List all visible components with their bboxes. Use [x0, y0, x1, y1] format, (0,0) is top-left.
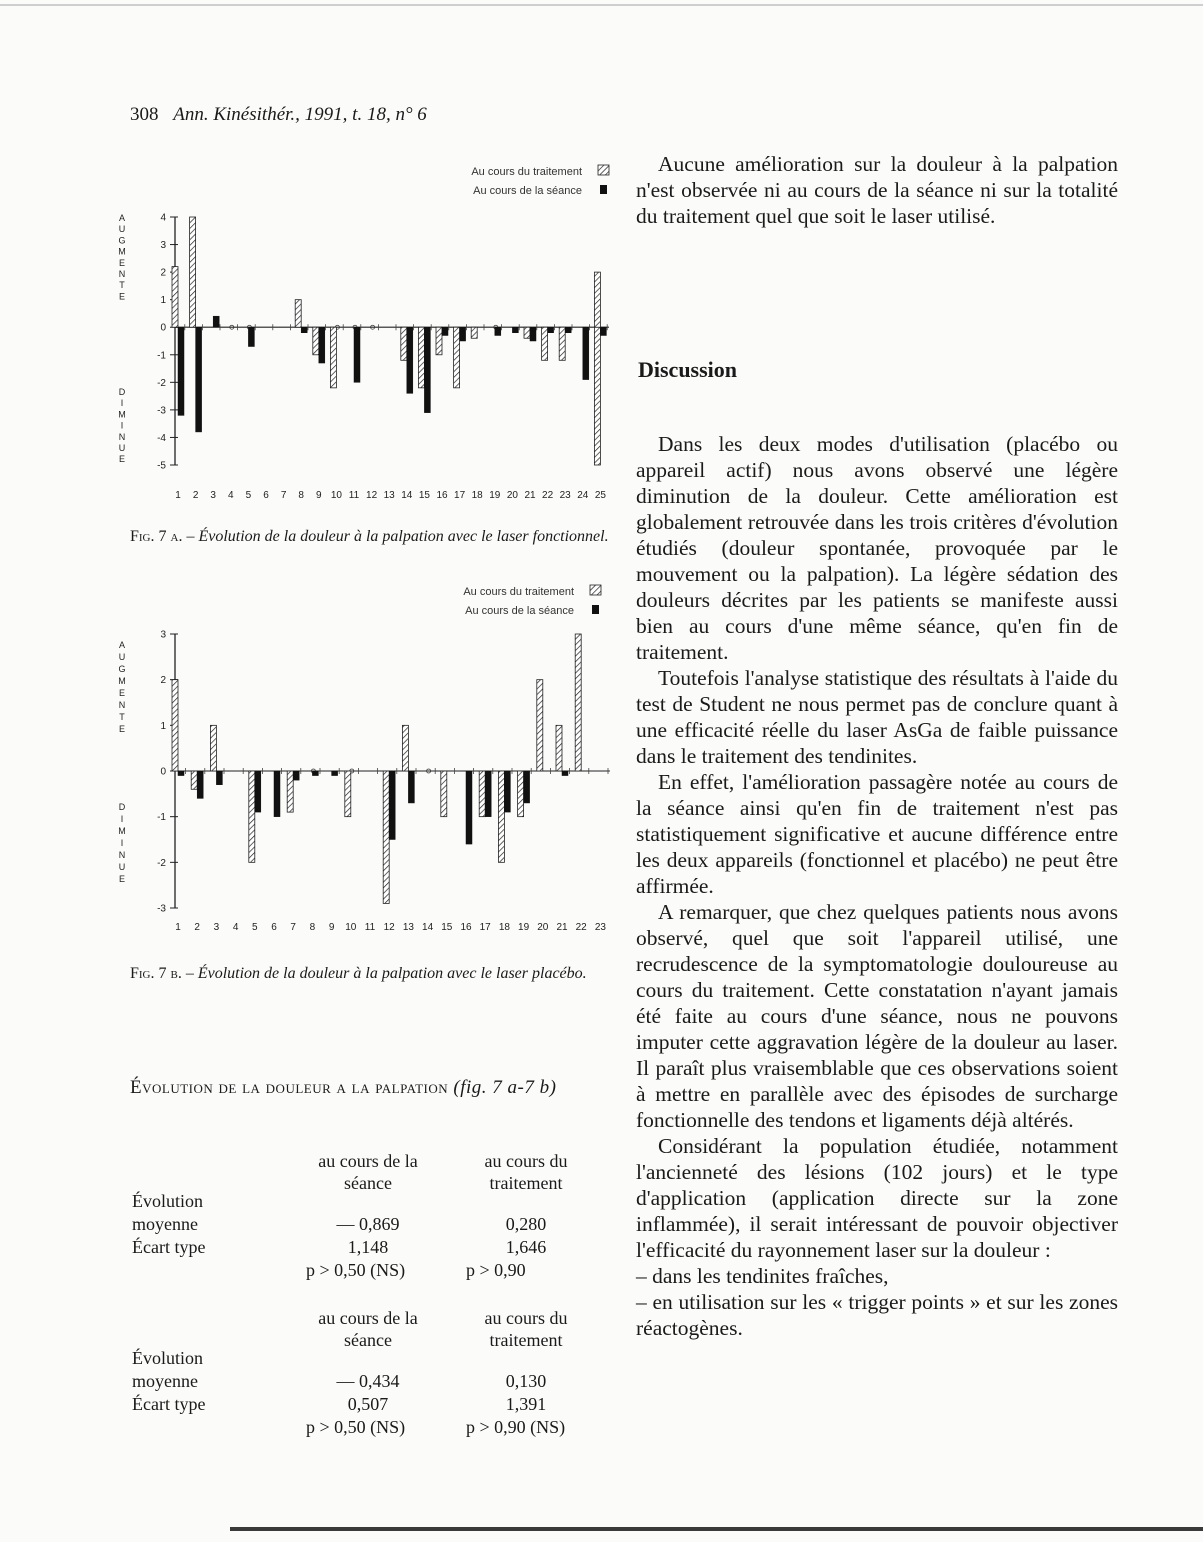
y-tick-label: -2 — [157, 377, 166, 389]
x-tick-label: 24 — [577, 490, 589, 501]
y-word-augmente-letter: G — [118, 235, 126, 246]
y-tick-label: 1 — [160, 295, 166, 307]
x-tick-label: 20 — [506, 490, 518, 501]
bar-seance-13 — [408, 771, 414, 803]
y-tick-label: 1 — [160, 720, 166, 732]
bar-traitement-14 — [401, 327, 407, 360]
x-tick-label: 11 — [348, 490, 360, 501]
y-tick-label: -1 — [157, 812, 166, 824]
bar-seance-2 — [197, 771, 203, 798]
x-tick-label: 1 — [175, 490, 181, 501]
bar-traitement-18 — [498, 771, 504, 862]
table-1-row-label-moyenne: moyenne — [132, 1214, 198, 1234]
y-word-diminue-letter: D — [118, 387, 126, 397]
bar-seance-5 — [248, 327, 254, 346]
bar-traitement-25 — [594, 327, 600, 465]
legend-swatch-hatched — [590, 585, 601, 595]
x-tick-label: 4 — [228, 490, 234, 501]
y-word-diminue-letter: D — [118, 802, 126, 812]
y-tick-label: 3 — [160, 240, 166, 252]
figure-7a-caption-text: Évolution de la douleur à la palpation avec le laser fonctionnel. — [198, 528, 609, 545]
figure-7a-chart — [110, 155, 630, 505]
figure-7a-caption: Fig. 7 a. – Évolution de la douleur à la palpation avec le laser fonctionnel. — [130, 528, 609, 545]
x-tick-label: 14 — [401, 490, 413, 501]
bar-traitement-2 — [191, 771, 197, 789]
bar-traitement-19 — [518, 771, 524, 817]
x-tick-label: 17 — [479, 922, 491, 933]
table-1-sd-seance: 1,148 — [347, 1237, 389, 1257]
top-rule — [0, 4, 1203, 6]
discussion-list-item-1: – dans les tendinites fraîches, — [636, 1264, 889, 1288]
x-tick-label: 10 — [345, 922, 357, 933]
x-tick-label: 13 — [402, 922, 414, 933]
x-tick-label: 12 — [383, 922, 395, 933]
table-2-mean-seance: — 0,434 — [336, 1371, 400, 1391]
bar-traitement-18 — [471, 327, 477, 338]
y-tick-label: 4 — [160, 212, 166, 224]
bar-seance-9 — [332, 771, 338, 776]
bottom-rule — [230, 1527, 1203, 1531]
bar-traitement-9 — [313, 327, 319, 355]
y-word-diminue-letter: N — [118, 431, 126, 442]
table-1-row-label-ecart-type: Écart type — [132, 1237, 206, 1257]
legend-label: Au cours de la séance — [465, 605, 574, 617]
y-word-diminue-letter: I — [120, 814, 124, 824]
x-tick-label: 4 — [232, 922, 239, 933]
section-title-text: Évolution de la douleur a la palpation — [130, 1077, 449, 1098]
x-tick-label: 17 — [454, 490, 466, 501]
bar-traitement-1 — [172, 680, 178, 771]
bar-seance-7 — [293, 771, 299, 780]
y-tick-label: 3 — [160, 629, 166, 641]
bar-seance-18 — [504, 771, 510, 812]
table-1-row-label-evolution: Évolution — [132, 1191, 203, 1211]
figure-7b-chart — [110, 578, 630, 936]
x-tick-label: 6 — [271, 922, 277, 933]
discussion-list-item-2: – en utilisation sur les « trigger points » et sur les zones réactogènes. — [636, 1290, 1118, 1340]
table-1-mean-traitement: 0,280 — [505, 1214, 547, 1234]
y-word-diminue-letter: I — [120, 398, 124, 409]
y-tick-label: -3 — [157, 903, 166, 915]
x-tick-label: 15 — [441, 922, 453, 933]
bar-traitement-8 — [295, 300, 301, 328]
intro-paragraph: Aucune amélioration sur la douleur à la palpation n'est observée ni au cours de la séance ni sur la totalité du traitement quel que soit le laser utilisé. — [636, 152, 1118, 228]
page-number: 308 — [130, 104, 159, 125]
bar-seance-21 — [562, 771, 568, 776]
y-word-diminue-letter: E — [118, 874, 126, 884]
bar-traitement-17 — [479, 771, 485, 817]
x-tick-label: 8 — [309, 922, 316, 933]
bar-seance-2 — [196, 327, 202, 432]
bar-traitement-21 — [524, 327, 530, 338]
bar-traitement-7 — [287, 771, 293, 812]
bar-traitement-2 — [190, 217, 196, 327]
y-tick-label: 2 — [160, 675, 166, 687]
table-1-p-traitement: p > 0,90 — [466, 1260, 526, 1280]
bar-traitement-15 — [418, 327, 424, 388]
x-tick-label: 23 — [559, 490, 571, 501]
y-tick-label: 0 — [160, 322, 166, 334]
bar-seance-8 — [301, 327, 307, 333]
legend-label: Au cours de la séance — [473, 185, 582, 197]
x-tick-label: 23 — [594, 922, 606, 933]
y-tick-label: -1 — [157, 350, 166, 362]
y-tick-label: -3 — [157, 405, 166, 417]
section-figure-reference: (fig. 7 a-7 b) — [453, 1077, 557, 1098]
x-tick-label: 2 — [192, 490, 199, 501]
bar-traitement-21 — [556, 725, 562, 771]
x-tick-label: 19 — [518, 922, 530, 933]
x-tick-label: 3 — [213, 922, 220, 933]
bar-seance-12 — [389, 771, 395, 840]
bar-seance-20 — [512, 327, 518, 333]
y-word-diminue-letter: I — [120, 838, 124, 848]
x-tick-label: 9 — [328, 922, 335, 933]
bar-traitement-20 — [537, 680, 543, 771]
bar-seance-1 — [178, 327, 184, 415]
y-word-diminue-letter: M — [118, 826, 126, 836]
bar-seance-22 — [548, 327, 554, 333]
y-word-augmente-letter: A — [118, 640, 126, 650]
bar-seance-6 — [274, 771, 280, 817]
x-tick-label: 14 — [422, 922, 434, 933]
x-tick-label: 7 — [280, 490, 287, 501]
y-word-diminue-letter: N — [118, 850, 126, 860]
table-2-sd-traitement: 1,391 — [505, 1394, 547, 1414]
y-word-augmente-letter: T — [119, 712, 125, 722]
bar-seance-15 — [424, 327, 430, 412]
y-word-augmente-letter: M — [118, 246, 126, 257]
table-1-header-seance: au cours de la séance — [318, 1151, 418, 1193]
bar-traitement-10 — [345, 771, 351, 817]
bar-seance-8 — [312, 771, 318, 776]
x-tick-label: 3 — [210, 490, 216, 501]
x-tick-label: 22 — [542, 490, 554, 501]
y-word-augmente-letter: E — [118, 291, 126, 302]
table-1-sd-traitement: 1,646 — [505, 1237, 547, 1257]
bar-seance-24 — [583, 327, 589, 379]
discussion-paragraph-5: Considérant la population étudiée, notamment l'ancienneté des lésions (102 jours) et le type d'application (application directe sur la zone inflammée), il serait intéressant de pouvoir objectiver l'efficacité du rayonnement laser sur la douleur : — [636, 1134, 1118, 1262]
figure-7b-caption: Fig. 7 b. – Évolution de la douleur à la palpation avec le laser placébo. — [130, 965, 587, 982]
bar-traitement-5 — [249, 771, 255, 862]
table-2-row-label-evolution: Évolution — [132, 1348, 203, 1368]
y-tick-label: -4 — [157, 432, 166, 444]
y-tick-label: -2 — [157, 857, 166, 869]
x-tick-label: 12 — [366, 490, 378, 501]
x-tick-label: 15 — [418, 490, 430, 501]
discussion-heading: Discussion — [638, 357, 738, 382]
table-2-header-traitement: au cours du traitement — [484, 1308, 568, 1350]
x-tick-label: 5 — [252, 922, 258, 933]
bar-seance-1 — [178, 771, 184, 776]
bar-seance-16 — [466, 771, 472, 844]
bar-seance-19 — [495, 327, 501, 335]
bar-traitement-3 — [210, 725, 216, 771]
section-title — [130, 1075, 590, 1101]
x-tick-label: 7 — [290, 922, 296, 933]
y-word-diminue-letter: U — [118, 862, 126, 872]
discussion-paragraph-3: En effet, l'amélioration passagère notée au cours de la séance ainsi qu'en fin de traitement n'est pas statistiquement significative et aucune différence entre les deux appareils (fonctionnel et placébo) ne peut être affirmée. — [636, 770, 1118, 898]
bar-traitement-23 — [559, 327, 565, 360]
bar-seance-17 — [460, 327, 466, 341]
table-2-p-seance: p > 0,50 (NS) — [306, 1417, 406, 1437]
discussion-paragraph-2: Toutefois l'analyse statistique des résultats à l'aide du test de Student ne nous permet pas de conclure quant à une efficacité réelle du laser AsGa de faible puissance dans le traitement des tendinites. — [636, 666, 1118, 768]
bar-traitement-16 — [436, 327, 442, 355]
table-1-header-traitement: au cours du traitement — [484, 1151, 568, 1193]
x-tick-label: 18 — [471, 490, 483, 501]
x-tick-label: 21 — [556, 922, 568, 933]
x-tick-label: 18 — [498, 922, 510, 933]
y-word-diminue-letter: M — [118, 409, 126, 420]
x-tick-label: 16 — [460, 922, 472, 933]
bar-seance-5 — [255, 771, 261, 812]
right-intro — [636, 151, 1118, 229]
discussion-paragraph-1: Dans les deux modes d'utilisation (placébo ou appareil actif) nous avons observé une légère diminution de la douleur. Cette amélioration est globalement retrouvée dans les trois critères d'évolution étudiés (douleur spontanée, provoquée par le mouvement ou la palpation). La légère sédation des douleurs décrites par les patients se manifeste aussi bien au cours d'une même séance, qu'en fin de traitement. — [636, 432, 1118, 664]
y-word-augmente-letter: N — [118, 269, 126, 279]
bar-traitement-22 — [542, 327, 548, 360]
x-tick-label: 21 — [524, 490, 536, 501]
bar-seance-3 — [216, 771, 222, 785]
table-2-header-seance: au cours de la séance — [318, 1308, 418, 1350]
figure-7b-caption-label: Fig. 7 b. — [130, 965, 182, 982]
table-1-p-seance: p > 0,50 (NS) — [306, 1260, 406, 1280]
y-word-augmente-letter: E — [118, 688, 126, 698]
bar-seance-25 — [600, 327, 606, 335]
x-tick-label: 11 — [364, 922, 376, 933]
page-header — [130, 104, 427, 126]
figure-7b-caption-text: Évolution de la douleur à la palpation avec le laser placébo. — [197, 965, 587, 982]
bar-traitement-17 — [454, 327, 460, 388]
x-tick-label: 6 — [263, 490, 269, 501]
x-tick-label: 9 — [316, 490, 322, 501]
bar-traitement-13 — [402, 725, 408, 771]
bar-traitement-extra — [594, 272, 600, 327]
table-2-mean-traitement: 0,130 — [505, 1371, 547, 1391]
bar-traitement-12 — [383, 771, 389, 903]
table-1-mean-seance: — 0,869 — [336, 1214, 400, 1234]
bar-traitement-10 — [330, 327, 336, 388]
legend-label: Au cours du traitement — [471, 166, 582, 178]
y-tick-label: 2 — [160, 267, 166, 279]
bar-seance-16 — [442, 327, 448, 335]
figure-7a-caption-label: Fig. 7 a. — [130, 528, 183, 545]
x-tick-label: 19 — [489, 490, 501, 501]
x-tick-label: 2 — [194, 922, 200, 933]
y-tick-label: 0 — [160, 766, 166, 778]
y-word-diminue-letter: I — [120, 420, 124, 431]
y-word-augmente-letter: E — [118, 724, 126, 734]
legend-label: Au cours du traitement — [463, 586, 574, 598]
discussion-body — [636, 431, 1118, 1341]
x-tick-label: 10 — [330, 490, 342, 501]
y-word-augmente-letter: G — [118, 664, 126, 674]
y-word-augmente-letter: T — [119, 280, 125, 291]
x-tick-label: 8 — [298, 490, 304, 501]
stats-table-2 — [130, 1307, 610, 1442]
bar-seance-3 — [213, 316, 219, 327]
x-tick-label: 5 — [245, 490, 252, 501]
bar-seance-21 — [530, 327, 536, 341]
y-word-diminue-letter: E — [118, 454, 126, 465]
y-word-augmente-letter: N — [118, 700, 126, 710]
discussion-paragraph-4: A remarquer, que chez quelques patients nous avons observé, quel que soit l'appareil utilisé, une recrudescence de la symptomatologie douloureuse au cours du traitement. Cette constatation n'ayant jamais été faite au cours d'une séance, nous ne pouvons imputer cette aggravation légère de la douleur au laser. Il paraît plus vraisemblable que ces observations soient à mettre en parallèle avec des épisodes de surcharge fonctionnelle des tendons et ligaments déjà altérés. — [636, 900, 1118, 1132]
bar-traitement-15 — [441, 771, 447, 817]
legend-swatch-hatched — [598, 165, 609, 175]
bar-seance-17 — [485, 771, 491, 817]
bar-traitement-22 — [575, 634, 581, 771]
y-word-diminue-letter: U — [118, 443, 126, 453]
table-2-row-label-moyenne: moyenne — [132, 1371, 198, 1391]
x-tick-label: 22 — [575, 922, 587, 933]
table-2-row-label-ecart-type: Écart type — [132, 1394, 206, 1414]
bar-seance-9 — [319, 327, 325, 363]
journal-reference: Ann. Kinésithér., 1991, t. 18, n° 6 — [173, 104, 427, 125]
y-word-augmente-letter: M — [118, 676, 126, 686]
x-tick-label: 25 — [594, 490, 606, 501]
legend-swatch-solid — [600, 185, 607, 194]
y-word-augmente-letter: E — [118, 257, 126, 268]
stats-table-1 — [130, 1150, 610, 1285]
y-tick-label: -5 — [157, 460, 166, 472]
x-tick-label: 1 — [175, 922, 181, 933]
bar-seance-19 — [524, 771, 530, 803]
table-2-sd-seance: 0,507 — [347, 1394, 389, 1414]
y-word-augmente-letter: U — [118, 652, 126, 662]
y-word-augmente-letter: A — [118, 213, 126, 223]
bar-traitement-1 — [172, 267, 178, 328]
legend-swatch-solid — [592, 605, 599, 614]
bar-seance-11 — [354, 327, 360, 382]
bar-seance-14 — [407, 327, 413, 393]
x-tick-label: 20 — [537, 922, 549, 933]
bar-seance-23 — [565, 327, 571, 333]
x-tick-label: 16 — [436, 490, 448, 501]
x-tick-label: 13 — [383, 490, 395, 501]
table-2-p-traitement: p > 0,90 (NS) — [466, 1417, 566, 1437]
y-word-augmente-letter: U — [118, 224, 126, 235]
